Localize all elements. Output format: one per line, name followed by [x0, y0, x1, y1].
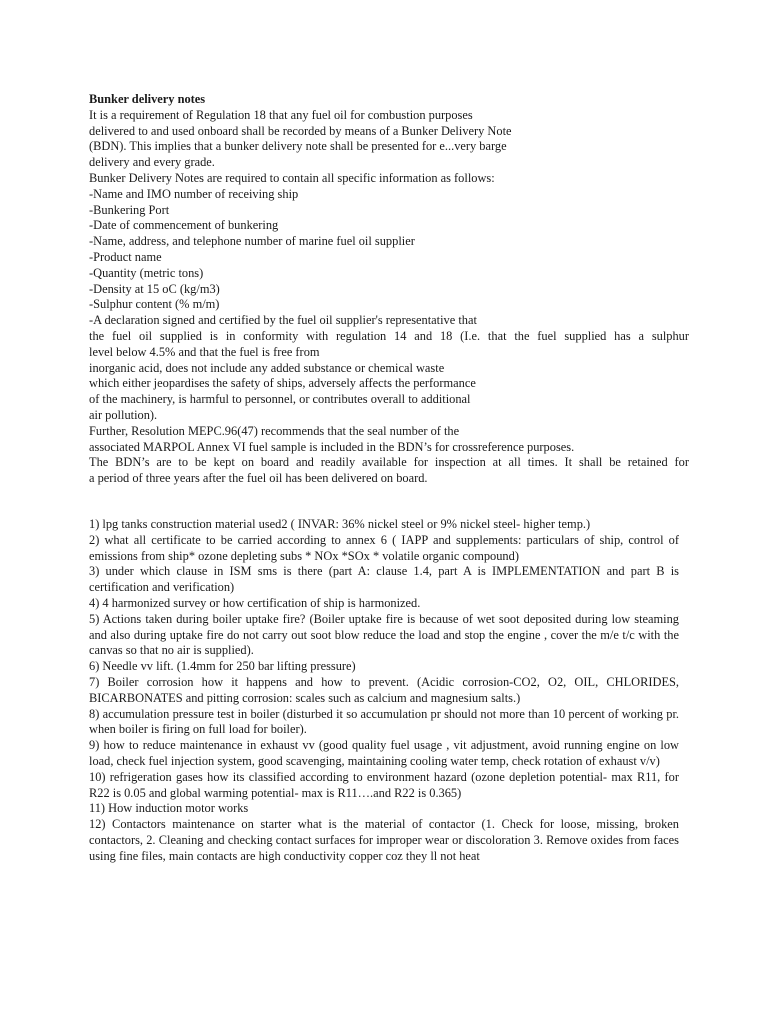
question-item: 10) refrigeration gases how its classified according to environment hazard (ozone depletion potential- max R11, for R22 is 0.05 and global warming potential- max is R11….and R22 is 0.365): [89, 769, 679, 800]
text-line: which either jeopardises the safety of ships, adversely affects the performance: [89, 376, 476, 391]
question-item: 2) what all certificate to be carried according to annex 6 ( IAPP and supplements: particulars of ship, control of emissions from ship* ozone depleting subs * NOx *SOx * volatile organic compound): [89, 532, 679, 563]
question-item: 1) lpg tanks construction material used2 ( INVAR: 36% nickel steel or 9% nickel steel- higher temp.): [89, 517, 591, 531]
text-line: level below 4.5% and that the fuel is free from: [89, 344, 320, 359]
question-item: 11) How induction motor works: [89, 801, 249, 816]
list-item: -Date of commencement of bunkering: [89, 218, 279, 233]
list-item: -A declaration signed and certified by the fuel oil supplier's representative that: [89, 313, 477, 328]
text-line: The BDN’s are to be kept on board and readily available for inspection at all times. It shall be retained for: [89, 455, 689, 470]
list-item: -Density at 15 oC (kg/m3): [89, 281, 220, 296]
section-title: Bunker delivery notes: [89, 92, 206, 106]
text-line: delivery and every grade.: [89, 155, 215, 170]
text-line: of the machinery, is harmful to personnel, or contributes overall to additional: [89, 392, 471, 407]
text-line: (BDN). This implies that a bunker delivery note shall be presented for e...very barge: [89, 139, 507, 154]
text-line: It is a requirement of Regulation 18 that any fuel oil for combustion purposes: [89, 107, 473, 122]
question-item: 3) under which clause in ISM sms is there (part A: clause 1.4, part A is IMPLEMENTATION and part B is certification and verification): [89, 564, 679, 595]
list-item: -Name and IMO number of receiving ship: [89, 186, 299, 201]
text-line: inorganic acid, does not include any added substance or chemical waste: [89, 360, 445, 375]
question-item: 5) Actions taken during boiler uptake fire? (Boiler uptake fire is because of wet soot deposited during low steaming and also during uptake fire do not carry out soot blow reduce the load and stop the engine , cover the m/e t/c with the canvas so that no air is supplied).: [89, 611, 679, 658]
text-line: associated MARPOL Annex VI fuel sample is included in the BDN’s for crossreference purposes.: [89, 439, 575, 454]
list-item: -Quantity (metric tons): [89, 265, 204, 280]
list-item: -Name, address, and telephone number of marine fuel oil supplier: [89, 234, 415, 249]
text-line: a period of three years after the fuel oil has been delivered on board.: [89, 471, 428, 486]
list-item: -Sulphur content (% m/m): [89, 297, 220, 312]
question-item: 6) Needle vv lift. (1.4mm for 250 bar lifting pressure): [89, 659, 356, 674]
question-item: 7) Boiler corrosion how it happens and how to prevent. (Acidic corrosion-CO2, O2, OIL, CHLORIDES, BICARBONATES and pitting corrosion: scales such as calcium and magnesium salts.): [89, 674, 679, 705]
list-item: -Product name: [89, 249, 162, 264]
question-item: 9) how to reduce maintenance in exhaust vv (good quality fuel usage , vit adjustment, avoid running engine on low load, check fuel injection system, good scavenging, maintaining cooling water temp, check rotation of exhaust v/v): [89, 738, 679, 768]
text-line: delivered to and used onboard shall be recorded by means of a Bunker Delivery Note: [89, 123, 512, 138]
question-item: 4) 4 harmonized survey or how certification of ship is harmonized.: [89, 595, 421, 610]
list-item: -Bunkering Port: [89, 202, 170, 217]
text-line: Bunker Delivery Notes are required to contain all specific information as follows:: [89, 170, 495, 185]
question-item: 12) Contactors maintenance on starter what is the material of contactor (1. Check for loose, missing, broken contactors, 2. Cleaning and checking contact surfaces for improper wear or discoloration 3. Remove oxides from faces using fine files, main contacts are high conductivity copper coz they ll not heat: [89, 817, 679, 863]
text-line: air pollution).: [89, 407, 158, 422]
bunker-delivery-notes-section: [89, 92, 689, 487]
text-line: Further, Resolution MEPC.96(47) recommends that the seal number of the: [89, 423, 460, 438]
question-item: 8) accumulation pressure test in boiler (disturbed it so accumulation pr should not more than 10 percent of working pr. when boiler is firing on full load for boiler).: [89, 706, 679, 737]
exam-questions-section: [89, 517, 679, 865]
text-line: the fuel oil supplied is in conformity with regulation 14 and 18 (I.e. that the fuel supplied has a sulphur: [89, 328, 689, 343]
